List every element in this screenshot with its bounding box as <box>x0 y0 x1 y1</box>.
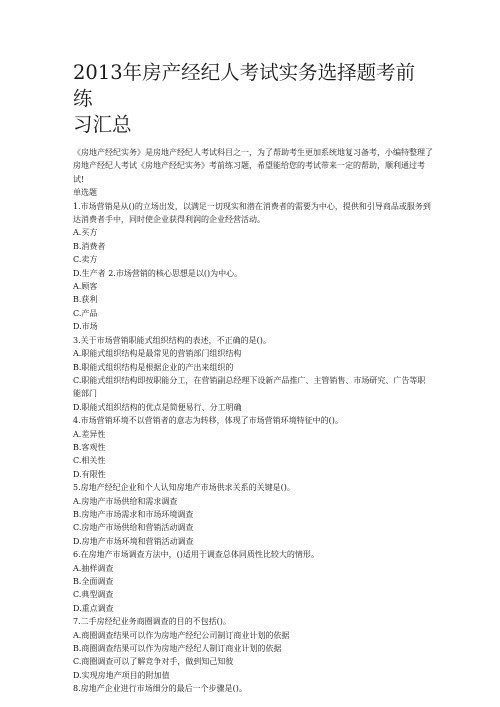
text-line: 8.房地产企业进行市场细分的最后一个步骤是()。 <box>73 684 247 694</box>
title-line-1: 2013年房产经纪人考试实务选择题考前练 <box>73 61 416 110</box>
text-line: D.市场 <box>73 322 98 332</box>
text-line: C.卖方 <box>73 255 98 265</box>
text-line: D.生产者 2.市场营销的核心思想是以()为中心。 <box>73 268 243 278</box>
text-line: D.有限性 <box>73 469 106 479</box>
text-line: A.顾客 <box>73 282 98 292</box>
text-line: C.房地产市场供给和营销活动调查 <box>73 523 194 533</box>
text-line: B.获利 <box>73 295 98 305</box>
text-line: 6.在房地产市场调查方法中，()适用于调查总体同质性比较大的情形。 <box>73 550 319 560</box>
text-line: B.职能式组织结构是根据企业的产出来组织的 <box>73 362 234 372</box>
text-line: 7.二手房经纪业务商圈调查的目的不包括()。 <box>73 617 231 627</box>
text-line: A.商圈调查结果可以作为房地产经纪公司制订商业计划的依据 <box>73 630 290 640</box>
text-line: 单选题 <box>73 188 97 198</box>
text-line: 1.市场营销是从()的立场出发，以满足一切现实和潜在消费者的需要为中心，提供和引导商品或服务到达消费者手中，同时使企业获得利润的企业经营活动。 <box>73 201 431 225</box>
text-line: D.重点调查 <box>73 603 114 613</box>
text-line: B.全面调查 <box>73 577 114 586</box>
text-line: A.房地产市场供给和需求调查 <box>73 496 178 506</box>
question-list <box>73 186 433 695</box>
text-line: C.相关性 <box>73 456 106 466</box>
title-line-2: 习汇总 <box>73 113 132 136</box>
text-line: D.职能式组织结构的优点是简便易行、分工明确 <box>73 402 242 412</box>
text-line: B.消费者 <box>73 241 106 251</box>
text-line: B.商圈调查结果可以作为房地产经纪人制订商业计划的依据 <box>73 644 282 654</box>
text-line: D.房地产市场环境和营销活动调查 <box>73 536 194 546</box>
text-line: 4.市场营销环境不以营销者的意志为转移，体现了市场营销环境特征中的()。 <box>73 416 343 426</box>
intro-paragraph: 《房地产经纪实务》是房地产经纪人考试科目之一，为了帮助考生更加系统地复习备考，小编特整理了房地产经纪人考试《房地产经纪实务》考前练习题，希望能给您的考试带来一定的帮助，顺利通过考试! <box>73 148 433 184</box>
text-line: C.职能式组织结构即按职能分工，在营销副总经理下设新产品推广、主管销售、市场研究、广告等职能部门 <box>73 375 426 399</box>
text-line: C.商圈调查可以了解竞争对手，做到知己知彼 <box>73 657 234 667</box>
text-line: A.抽样调查 <box>73 563 114 573</box>
text-line: A.买方 <box>73 228 98 238</box>
text-line: A.差异性 <box>73 429 106 439</box>
text-line: 3.关于市场营销职能式组织结构的表述，不正确的是()。 <box>73 335 271 345</box>
text-line: A.职能式组织结构是最常见的营销部门组织结构 <box>73 349 242 359</box>
text-line: D.实现房地产项目的附加值 <box>73 670 170 680</box>
text-line: B.房地产市场需求和市场环境调查 <box>73 509 194 519</box>
document-page <box>73 60 433 696</box>
text-line: 5.房地产经纪企业和个人认知房地产市场供求关系的关键是()。 <box>73 483 295 493</box>
text-line: B.客观性 <box>73 442 106 452</box>
text-line: C.产品 <box>73 308 98 318</box>
document-title <box>73 60 433 138</box>
text-line: C.典型调查 <box>73 590 114 600</box>
